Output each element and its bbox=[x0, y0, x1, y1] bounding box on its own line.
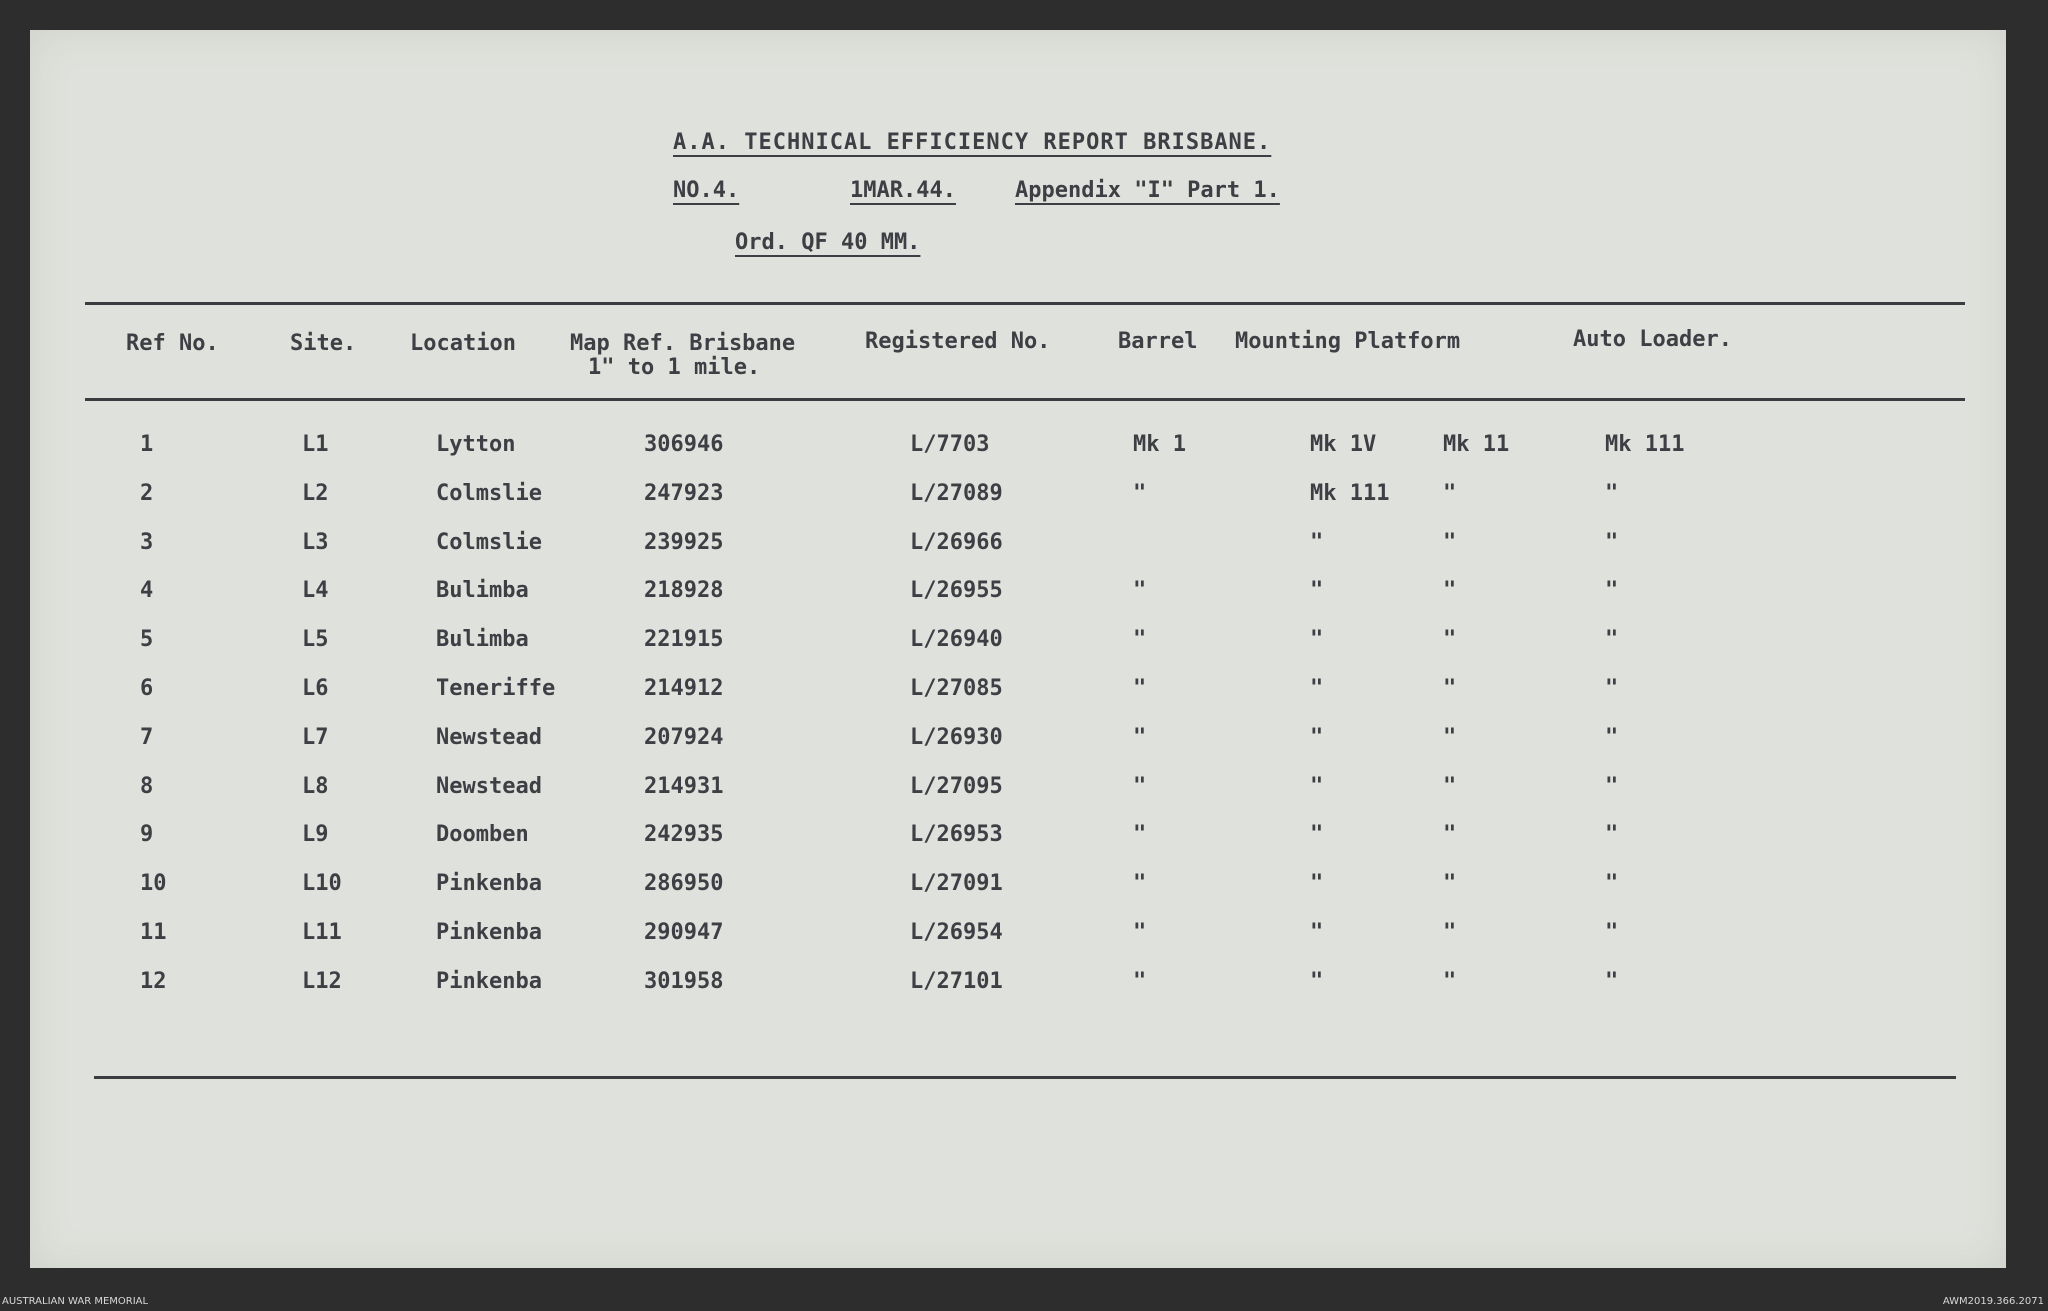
cell-registered-no: L/26930 bbox=[910, 725, 1003, 750]
cell-mounting: " bbox=[1310, 578, 1324, 603]
cell-platform: " bbox=[1443, 822, 1457, 847]
cell-auto-loader: Mk 111 bbox=[1605, 432, 1685, 457]
cell-site: L3 bbox=[302, 530, 329, 555]
cell-mounting: " bbox=[1310, 627, 1324, 652]
cell-ref: 5 bbox=[140, 627, 154, 652]
cell-auto-loader: " bbox=[1605, 627, 1619, 652]
cell-registered-no: L/7703 bbox=[910, 432, 990, 457]
cell-site: L8 bbox=[302, 774, 329, 799]
cell-barrel: " bbox=[1133, 725, 1147, 750]
col-map-ref-line1: Map Ref. Brisbane bbox=[570, 331, 796, 356]
cell-barrel: Mk 1 bbox=[1133, 432, 1186, 457]
cell-map-ref: 221915 bbox=[644, 627, 724, 652]
cell-ref: 1 bbox=[140, 432, 154, 457]
cell-site: L2 bbox=[302, 481, 329, 506]
cell-platform: " bbox=[1443, 676, 1457, 701]
cell-auto-loader: " bbox=[1605, 920, 1619, 945]
cell-barrel: " bbox=[1133, 481, 1147, 506]
ordnance-label: Ord. QF 40 MM. bbox=[735, 230, 921, 255]
col-map-ref-line2: 1" to 1 mile. bbox=[588, 355, 761, 380]
cell-platform: Mk 11 bbox=[1443, 432, 1510, 457]
cell-map-ref: 247923 bbox=[644, 481, 724, 506]
report-title: A.A. TECHNICAL EFFICIENCY REPORT BRISBANE. bbox=[673, 130, 1272, 155]
cell-location: Pinkenba bbox=[436, 920, 542, 945]
cell-mounting: " bbox=[1310, 676, 1324, 701]
cell-ref: 3 bbox=[140, 530, 154, 555]
cell-ref: 9 bbox=[140, 822, 154, 847]
cell-ref: 11 bbox=[140, 920, 167, 945]
cell-mounting: " bbox=[1310, 822, 1324, 847]
cell-location: Lytton bbox=[436, 432, 516, 457]
cell-mounting: " bbox=[1310, 920, 1324, 945]
cell-barrel: " bbox=[1133, 969, 1147, 994]
cell-registered-no: L/27085 bbox=[910, 676, 1003, 701]
cell-auto-loader: " bbox=[1605, 578, 1619, 603]
cell-registered-no: L/27091 bbox=[910, 871, 1003, 896]
cell-registered-no: L/27089 bbox=[910, 481, 1003, 506]
document-page bbox=[30, 30, 2006, 1268]
footer-institution: AUSTRALIAN WAR MEMORIAL bbox=[2, 1296, 149, 1307]
cell-ref: 7 bbox=[140, 725, 154, 750]
cell-platform: " bbox=[1443, 578, 1457, 603]
cell-mounting: " bbox=[1310, 530, 1324, 555]
cell-location: Bulimba bbox=[436, 627, 529, 652]
cell-map-ref: 214912 bbox=[644, 676, 724, 701]
cell-ref: 2 bbox=[140, 481, 154, 506]
col-location: Location bbox=[410, 331, 516, 356]
cell-map-ref: 306946 bbox=[644, 432, 724, 457]
col-site: Site. bbox=[290, 331, 357, 356]
cell-location: Bulimba bbox=[436, 578, 529, 603]
cell-ref: 12 bbox=[140, 969, 167, 994]
cell-site: L1 bbox=[302, 432, 329, 457]
cell-site: L11 bbox=[302, 920, 342, 945]
report-number: NO.4. bbox=[673, 178, 740, 203]
cell-map-ref: 290947 bbox=[644, 920, 724, 945]
cell-site: L4 bbox=[302, 578, 329, 603]
cell-auto-loader: " bbox=[1605, 676, 1619, 701]
appendix-label: Appendix "I" Part 1. bbox=[1015, 178, 1280, 203]
cell-site: L12 bbox=[302, 969, 342, 994]
cell-location: Teneriffe bbox=[436, 676, 556, 701]
col-ref-no: Ref No. bbox=[126, 331, 219, 356]
cell-barrel: " bbox=[1133, 578, 1147, 603]
cell-mounting: " bbox=[1310, 774, 1324, 799]
cell-auto-loader: " bbox=[1605, 774, 1619, 799]
cell-site: L6 bbox=[302, 676, 329, 701]
cell-mounting: " bbox=[1310, 969, 1324, 994]
cell-platform: " bbox=[1443, 871, 1457, 896]
cell-platform: " bbox=[1443, 774, 1457, 799]
cell-registered-no: L/27101 bbox=[910, 969, 1003, 994]
cell-auto-loader: " bbox=[1605, 530, 1619, 555]
cell-location: Pinkenba bbox=[436, 871, 542, 896]
cell-map-ref: 214931 bbox=[644, 774, 724, 799]
cell-barrel: " bbox=[1133, 822, 1147, 847]
cell-auto-loader: " bbox=[1605, 969, 1619, 994]
cell-auto-loader: " bbox=[1605, 871, 1619, 896]
cell-location: Newstead bbox=[436, 725, 542, 750]
cell-ref: 6 bbox=[140, 676, 154, 701]
cell-auto-loader: " bbox=[1605, 725, 1619, 750]
col-mounting-platform: Mounting Platform bbox=[1235, 329, 1461, 354]
cell-registered-no: L/27095 bbox=[910, 774, 1003, 799]
cell-registered-no: L/26955 bbox=[910, 578, 1003, 603]
cell-site: L5 bbox=[302, 627, 329, 652]
cell-site: L10 bbox=[302, 871, 342, 896]
bottom-rule bbox=[94, 1076, 1956, 1079]
top-rule bbox=[85, 302, 1965, 305]
cell-location: Newstead bbox=[436, 774, 542, 799]
cell-location: Colmslie bbox=[436, 530, 542, 555]
cell-map-ref: 239925 bbox=[644, 530, 724, 555]
cell-mounting: " bbox=[1310, 871, 1324, 896]
cell-registered-no: L/26940 bbox=[910, 627, 1003, 652]
cell-auto-loader: " bbox=[1605, 822, 1619, 847]
cell-platform: " bbox=[1443, 627, 1457, 652]
cell-map-ref: 242935 bbox=[644, 822, 724, 847]
col-barrel: Barrel bbox=[1118, 329, 1198, 354]
cell-auto-loader: " bbox=[1605, 481, 1619, 506]
cell-mounting: " bbox=[1310, 725, 1324, 750]
cell-registered-no: L/26954 bbox=[910, 920, 1003, 945]
cell-map-ref: 286950 bbox=[644, 871, 724, 896]
cell-map-ref: 301958 bbox=[644, 969, 724, 994]
cell-ref: 8 bbox=[140, 774, 154, 799]
cell-platform: " bbox=[1443, 725, 1457, 750]
cell-barrel: " bbox=[1133, 676, 1147, 701]
cell-location: Pinkenba bbox=[436, 969, 542, 994]
cell-ref: 10 bbox=[140, 871, 167, 896]
cell-registered-no: L/26953 bbox=[910, 822, 1003, 847]
cell-platform: " bbox=[1443, 920, 1457, 945]
col-auto-loader: Auto Loader. bbox=[1573, 327, 1732, 352]
cell-barrel: " bbox=[1133, 920, 1147, 945]
cell-mounting: Mk 1V bbox=[1310, 432, 1377, 457]
cell-barrel: " bbox=[1133, 871, 1147, 896]
cell-site: L9 bbox=[302, 822, 329, 847]
cell-location: Doomben bbox=[436, 822, 529, 847]
cell-map-ref: 207924 bbox=[644, 725, 724, 750]
cell-mounting: Mk 111 bbox=[1310, 481, 1390, 506]
footer-accession: AWM2019.366.2071 bbox=[1942, 1296, 2044, 1307]
cell-barrel: " bbox=[1133, 774, 1147, 799]
cell-site: L7 bbox=[302, 725, 329, 750]
cell-ref: 4 bbox=[140, 578, 154, 603]
report-date: 1MAR.44. bbox=[850, 178, 956, 203]
col-registered-no: Registered No. bbox=[865, 329, 1051, 354]
cell-platform: " bbox=[1443, 530, 1457, 555]
header-rule bbox=[85, 398, 1965, 401]
cell-location: Colmslie bbox=[436, 481, 542, 506]
cell-platform: " bbox=[1443, 969, 1457, 994]
cell-registered-no: L/26966 bbox=[910, 530, 1003, 555]
cell-platform: " bbox=[1443, 481, 1457, 506]
cell-map-ref: 218928 bbox=[644, 578, 724, 603]
cell-barrel: " bbox=[1133, 627, 1147, 652]
